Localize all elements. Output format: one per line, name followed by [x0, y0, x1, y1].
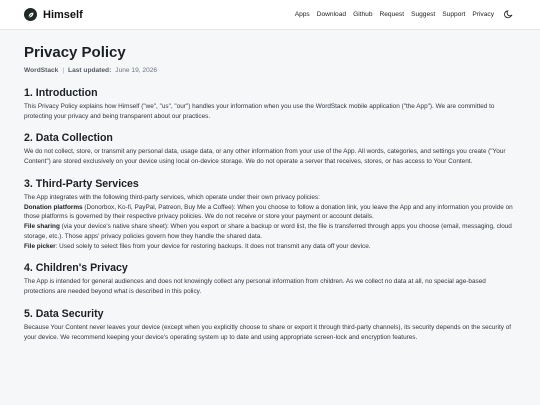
meta-separator: |	[62, 67, 65, 74]
main-nav	[295, 10, 514, 20]
section-heading: 3. Third-Party Services	[24, 177, 139, 190]
section-introduction	[24, 87, 516, 121]
third-party-intro: The App integrates with the following third-party services, which operate under their own privacy policies:	[24, 193, 320, 201]
nav-link-suggest[interactable]: Suggest	[411, 11, 436, 18]
brand-name: Himself	[43, 8, 83, 21]
updated-date: June 19, 2026	[115, 67, 158, 74]
nav-link-github[interactable]: Github	[353, 11, 373, 18]
donation-platforms-text: (Donorbox, Ko-fi, PayPal, Patreon, Buy Me a Coffee): When you choose to follow a donation link, you leave the App and any information you provide on those platforms is governed by their respective privacy policies. We do not receive or store your payment or account details.	[24, 203, 513, 221]
section-third-party-services	[24, 178, 516, 251]
section-heading: 5. Data Security	[24, 307, 104, 320]
section-data-collection	[24, 132, 516, 166]
nav-link-support[interactable]: Support	[442, 11, 466, 18]
file-sharing-text: (via your device's native share sheet): When you export or share a backup or word list, the file is transferred through apps you choose (email, messaging, cloud storage, etc.). Those apps' privacy policies govern how they handle the shared data.	[24, 223, 512, 240]
section-childrens-privacy	[24, 262, 516, 296]
brand[interactable]	[24, 8, 83, 21]
section-body	[24, 193, 516, 251]
nav-link-request[interactable]: Request	[379, 11, 405, 18]
donation-platforms-label: Donation platforms	[24, 203, 83, 211]
page-title: Privacy Policy	[24, 44, 126, 61]
section-body: We do not collect, store, or transmit any personal data, usage data, or any other information from your use of the App. All words, categories, and settings you create ("Your Content") are stored exclusively on your device using local on-device storage. We do not operate a server that receives, stores, or has access to Your Content.	[24, 148, 506, 166]
section-body: This Privacy Policy explains how Himself ("we", "us", "our") handles your information when you use the WordStack mobile application ("the App"). We are committed to protecting your privacy and being transparent about our practices.	[24, 103, 495, 120]
policy-content	[0, 30, 540, 405]
section-body: Because Your Content never leaves your device (except when you explicitly choose to share or export it through third-party channels), its security depends on the security of your device. We recommend keeping your device's operating system up to date and using appropriate screen-lock and encryption features.	[24, 323, 512, 341]
nav-link-download[interactable]: Download	[316, 11, 347, 18]
nav-link-apps[interactable]: Apps	[294, 11, 310, 18]
section-heading: 2. Data Collection	[24, 132, 113, 145]
section-heading: 4. Children's Privacy	[24, 262, 128, 275]
section-body: The App is intended for general audiences and does not knowingly collect any personal information from children. As we collect no data at all, no special age-based protections are needed beyond what is described in this policy.	[24, 278, 486, 296]
file-picker-label: File picker	[24, 242, 56, 250]
updated-label: Last updated:	[68, 67, 112, 74]
file-picker-text: : Used solely to select files from your device for restoring backups. It does not transmit any data off your device.	[55, 242, 371, 250]
leaf-logo-icon	[24, 8, 37, 21]
author-name: WordStack	[24, 67, 59, 74]
file-sharing-label: File sharing	[24, 223, 60, 231]
moon-icon[interactable]	[504, 10, 514, 20]
section-heading: 1. Introduction	[24, 87, 98, 99]
top-navigation-bar	[0, 0, 540, 30]
nav-link-privacy[interactable]: Privacy	[472, 11, 494, 18]
section-data-security	[24, 308, 516, 342]
page-meta	[24, 67, 516, 74]
